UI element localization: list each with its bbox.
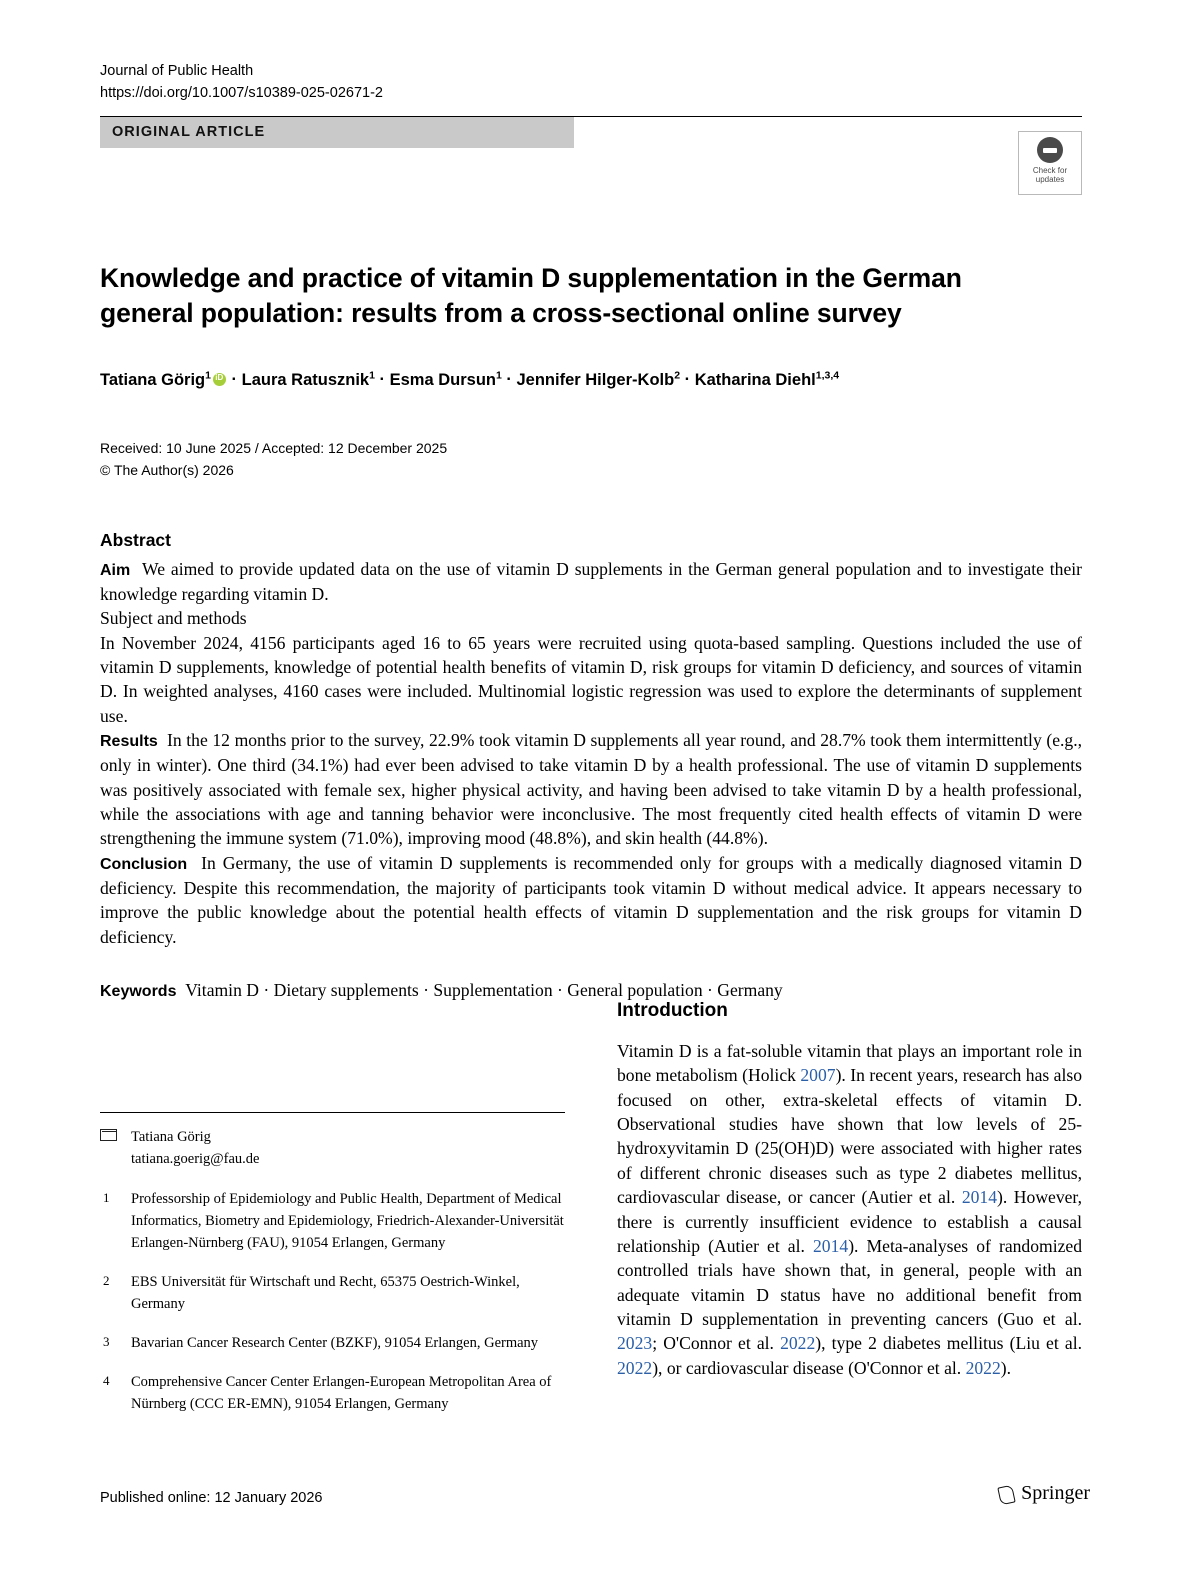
intro-part-6: ). Meta-analyses of randomized controlled trials have shown that, in general, people with an adequate vitamin D status have no additional benefit from vitamin D supplementation in preventing cancers (Guo et al. <box>617 1235 1083 1329</box>
affiliation-1 <box>100 1188 565 1254</box>
article-header-block <box>100 60 1082 1003</box>
author-list: Tatiana Görig$^1$iD · Laura Ratusznik$^1$ · Esma Dursun$^1$ · Jennifer Hilger-Kolb$^2$ · Katharina Diehl$^{1,3,4}$ <box>100 368 1082 392</box>
affiliation-3-text: Bavarian Cancer Research Center (BZKF), 91054 Erlangen, Germany <box>131 1334 539 1351</box>
author-1[interactable]: Tatiana Görig$^1$ <box>100 369 211 389</box>
abstract-aim <box>100 557 1082 607</box>
article-type-row <box>100 117 1082 195</box>
check-updates-line2: updates <box>1035 175 1065 185</box>
orcid-icon[interactable] <box>213 373 226 386</box>
received-accepted: Received: 10 June 2025 / Accepted: 12 December 2025 <box>100 440 448 456</box>
update-circle-icon <box>1037 137 1063 163</box>
springer-icon <box>997 1484 1014 1504</box>
abstract-results <box>100 728 1082 851</box>
check-updates-line1: Check for <box>1032 165 1068 175</box>
footnote-column <box>100 1000 565 1415</box>
abstract-results-text: In the 12 months prior to the survey, 22.9% took vitamin D supplements all year round, and 28.7% took them intermittently (e.g., only in winter). One third (34.1%) had ever been advised to take vitamin D by a health professional. The use of vitamin D supplements was positively associated with female sex, higher physical activity, and having been advised to take vitamin D by a health professional, while the associations with age and tanning behavior were inconclusive. The most frequently cited health effects of vitamin D were strengthening the immune system (71.0%), improving mood (48.8%), and skin health (44.8%). <box>100 730 1083 849</box>
affiliation-1-text: Professorship of Epidemiology and Public Health, Department of Medical Informatics, Biometry and Epidemiology, Friedrich-Alexander-Universität Erlangen-Nürnberg (FAU), 91054 Erlangen, Germany <box>131 1190 564 1251</box>
introduction-column <box>617 1000 1082 1380</box>
abstract-body <box>100 557 1082 949</box>
two-column-area <box>100 1000 1082 1470</box>
intro-part-4: ). However, there is currently insufficient evidence to establish a causal relationship (Autier et al. <box>617 1187 1082 1256</box>
footnote-divider <box>100 1112 565 1113</box>
intro-part-2: ). In recent years, research has also focused on other, extra-skeletal effects of vitamin D. Observational studies have shown that low levels of 25-hydroxyvitamin D (25(OH)D) were associated with higher rates of different chronic diseases such as type 2 diabetes mellitus, cardiovascular disease, or cancer (Autier et al. <box>617 1065 1083 1208</box>
affiliation-2-text: EBS Universität für Wirtschaft und Recht, 65375 Oestrich-Winkel, Germany <box>131 1273 520 1312</box>
abstract-heading: Abstract <box>100 529 171 550</box>
keywords-label: Keywords <box>100 982 177 1000</box>
abstract-conclusion-text: In Germany, the use of vitamin D supplements is recommended only for groups with a medically diagnosed vitamin D deficiency. Despite this recommendation, the majority of participants took vitamin D without medical advice. It appears necessary to improve the public knowledge about the potential health effects of vitamin D supplementation and the risk groups for vitamin D deficiency. <box>100 852 1083 947</box>
page-title: Knowledge and practice of vitamin D supplementation in the German general population: results from a cross-sectional online survey <box>100 262 962 329</box>
author-5[interactable]: Katharina Diehl$^{1,3,4}$ <box>694 369 840 389</box>
abstract-aim-text: We aimed to provide updated data on the use of vitamin D supplements in the German general population and to investigate their knowledge regarding vitamin D. <box>100 558 1083 604</box>
affiliation-1-number: 1 <box>103 1189 110 1205</box>
corresponding-author <box>100 1127 565 1171</box>
published-online: Published online: 12 January 2026 <box>100 1490 323 1506</box>
corresponding-author-name: Tatiana Görig <box>131 1129 211 1145</box>
citation-oconnor-2022-b[interactable]: 2022 <box>965 1357 1001 1378</box>
journal-title: Journal of Public Health <box>100 63 254 79</box>
author-3[interactable]: Esma Dursun$^1$ <box>389 369 502 389</box>
citation-autier-2014-b[interactable]: 2014 <box>813 1235 849 1256</box>
article-type-label: ORIGINAL ARTICLE <box>112 124 266 141</box>
abstract-methods-text: In November 2024, 4156 participants aged 16 to 65 years were recruited using quota-based sampling. Questions included the use of vitamin D supplements, knowledge of potential health benefits of vitamin D, risk groups for vitamin D deficiency, and sources of vitamin D. In weighted analyses, 4160 cases were included. Multinomial logistic regression was used to explore the determinants of supplement use. <box>100 632 1082 726</box>
abstract-results-label: Results <box>100 733 158 751</box>
doi-link[interactable]: https://doi.org/10.1007/s10389-025-02671-2 <box>100 85 383 102</box>
journal-info <box>100 60 1082 105</box>
author-4[interactable]: Jennifer Hilger-Kolb$^2$ <box>516 369 681 389</box>
copyright-line: © The Author(s) 2026 <box>100 462 234 479</box>
abstract-aim-label: Aim <box>100 561 131 579</box>
keywords-text: Vitamin D · Dietary supplements · Supplementation · General population · Germany <box>185 979 783 1000</box>
affiliation-3-number: 3 <box>103 1333 110 1349</box>
corresponding-author-email[interactable]: tatiana.goerig@fau.de <box>131 1150 260 1167</box>
intro-part-0: Vitamin D is a fat-soluble vitamin that plays an important role in bone metabolism (Holick <box>617 1041 1082 1086</box>
abstract-conclusion-label: Conclusion <box>100 855 188 873</box>
intro-part-12: ), or cardiovascular disease (O'Connor et al. <box>652 1357 966 1378</box>
abstract-conclusion <box>100 851 1082 949</box>
affiliation-4-number: 4 <box>103 1372 110 1388</box>
citation-oconnor-2022-a[interactable]: 2022 <box>780 1333 816 1354</box>
publisher-name: Springer <box>1021 1482 1090 1504</box>
affiliation-3 <box>100 1332 565 1354</box>
affiliation-2-number: 2 <box>103 1272 110 1288</box>
introduction-heading: Introduction <box>617 1000 728 1021</box>
check-for-updates-icon[interactable] <box>1018 131 1082 195</box>
intro-part-10: ), type 2 diabetes mellitus (Liu et al. <box>815 1333 1082 1354</box>
intro-part-14: ). <box>1000 1357 1012 1378</box>
affiliation-2 <box>100 1271 565 1315</box>
article-type-badge <box>100 117 574 148</box>
envelope-icon <box>100 1129 117 1141</box>
citation-guo-2023[interactable]: 2023 <box>617 1333 653 1354</box>
introduction-paragraph <box>617 1039 1082 1380</box>
abstract-methods-label-line <box>100 606 1082 630</box>
citation-holick-2007[interactable]: 2007 <box>800 1065 836 1086</box>
intro-part-8: ; O'Connor et al. <box>652 1333 781 1354</box>
affiliation-4 <box>100 1371 565 1415</box>
publication-dates <box>100 437 1082 482</box>
abstract-methods <box>100 631 1082 728</box>
affiliation-4-text: Comprehensive Cancer Center Erlangen-European Metropolitan Area of Nürnberg (CCC ER-EMN), 91054 Erlangen, Germany <box>131 1373 552 1412</box>
abstract-methods-label: Subject and methods <box>100 608 247 629</box>
author-2[interactable]: Laura Ratusznik$^1$ <box>241 369 375 389</box>
citation-liu-2022[interactable]: 2022 <box>617 1357 653 1378</box>
citation-autier-2014-a[interactable]: 2014 <box>961 1187 997 1208</box>
publisher-logo <box>997 1482 1090 1505</box>
